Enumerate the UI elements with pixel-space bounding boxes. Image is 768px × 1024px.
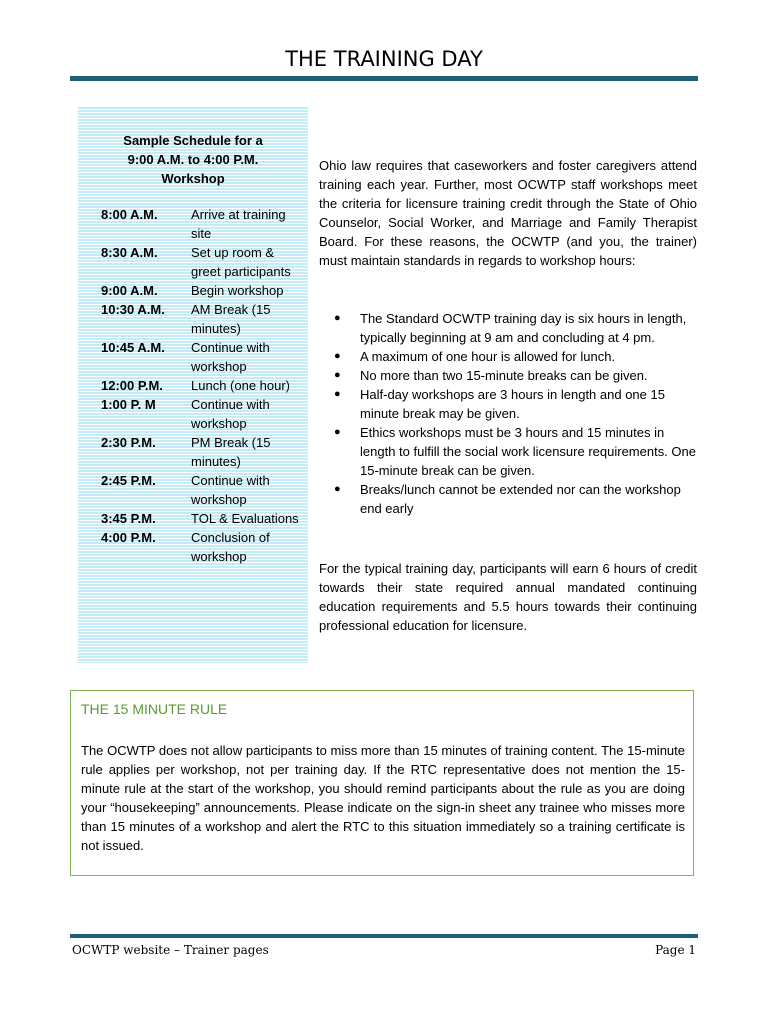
list-item-text: Half-day workshops are 3 hours in length and one 15 minute break may be given. [360, 387, 665, 421]
rule-text: The OCWTP does not allow participants to miss more than 15 minutes of training content. The 15-minute rule applies per workshop, not per training day. If the RTC representative does not mention the 15-minute rule at the start of the workshop, you should remind participants about the rule as you are doing your “housekeeping” announcements. Please indicate on the sign-in sheet any trainee who misses more than 15 minutes of a workshop and alert the RTC to this situation immediately so a training certificate is not issued. [81, 743, 685, 853]
schedule-title-line: Workshop [161, 171, 225, 186]
schedule-title-line: Sample Schedule for a [123, 133, 263, 148]
list-item-text: Breaks/lunch cannot be extended nor can the workshop end early [360, 482, 681, 516]
schedule-activity: Begin workshop [191, 283, 284, 298]
standards-list [334, 309, 696, 518]
page-title: THE TRAINING DAY [285, 47, 483, 71]
list-item-text: The Standard OCWTP training day is six hours in length, typically beginning at 9 am and concluding at 4 pm. [360, 311, 687, 345]
schedule-time: 8:00 A.M. [101, 207, 158, 222]
list-item [334, 347, 696, 366]
list-item-text: Ethics workshops must be 3 hours and 15 minutes in length to fulfill the social work licensure requirements. One 15-minute break can be given. [360, 425, 696, 478]
schedule-row [101, 376, 301, 395]
schedule-activity: Conclusion of workshop [191, 530, 270, 564]
bullet-icon: ● [334, 388, 341, 400]
list-item-text: A maximum of one hour is allowed for lunch. [360, 349, 616, 364]
schedule-time: 9:00 A.M. [101, 283, 158, 298]
schedule-row [101, 281, 301, 300]
schedule-time: 10:30 A.M. [101, 302, 165, 317]
schedule-row [101, 395, 301, 433]
schedule-time: 1:00 P. M [101, 397, 156, 412]
list-item [334, 480, 696, 518]
bullet-icon: ● [334, 426, 341, 438]
list-item [334, 309, 696, 347]
intro-paragraph: Ohio law requires that caseworkers and foster caregivers attend training each year. Further, most OCWTP staff workshops meet the criteria for licensure training credit through the State of Ohio Counselor, Social Worker, and Marriage and Family Therapist Board. For these reasons, the OCWTP (and you, the trainer) must maintain standards in regards to workshop hours: [319, 158, 697, 268]
title-divider [70, 76, 698, 81]
schedule-row [101, 509, 301, 528]
rule-heading: THE 15 MINUTE RULE [81, 701, 228, 717]
bullet-icon: ● [334, 312, 341, 324]
schedule-row [101, 471, 301, 509]
schedule-time: 12:00 P.M. [101, 378, 163, 393]
schedule-activity: PM Break (15 minutes) [191, 435, 271, 469]
schedule-row [101, 528, 301, 566]
schedule-time: 8:30 A.M. [101, 245, 158, 260]
footer-divider [70, 934, 698, 938]
schedule-row [101, 300, 301, 338]
schedule-activity: Lunch (one hour) [191, 378, 291, 393]
schedule-row [101, 243, 301, 281]
schedule-activity: Continue with workshop [191, 473, 270, 507]
list-item [334, 385, 696, 423]
schedule-row [101, 205, 301, 243]
list-item [334, 423, 696, 480]
schedule-activity: Arrive at training site [191, 207, 286, 241]
schedule-time: 2:30 P.M. [101, 435, 156, 450]
schedule-activity: TOL & Evaluations [191, 511, 299, 526]
fifteen-minute-rule-box [70, 690, 694, 876]
schedule-time: 3:45 P.M. [101, 511, 156, 526]
list-item [334, 366, 696, 385]
schedule-activity: Continue with workshop [191, 397, 270, 431]
schedule-title [78, 131, 308, 188]
bullet-icon: ● [334, 483, 341, 495]
bullet-icon: ● [334, 369, 341, 381]
outro-paragraph: For the typical training day, participants will earn 6 hours of credit towards their state required annual mandated continuing education requirements and 5.5 hours towards their continuing professional education for licensure. [319, 561, 697, 633]
schedule-time: 4:00 P.M. [101, 530, 156, 545]
schedule-row [101, 433, 301, 471]
schedule-sidebar [78, 107, 308, 663]
schedule-time: 2:45 P.M. [101, 473, 156, 488]
schedule-list [101, 205, 301, 566]
schedule-title-line: 9:00 A.M. to 4:00 P.M. [127, 152, 259, 167]
schedule-activity: Continue with workshop [191, 340, 270, 374]
schedule-activity: Set up room & greet participants [191, 245, 291, 279]
footer-site-label: OCWTP website – Trainer pages [72, 943, 269, 957]
list-item-text: No more than two 15-minute breaks can be given. [360, 368, 648, 383]
schedule-activity: AM Break (15 minutes) [191, 302, 271, 336]
schedule-time: 10:45 A.M. [101, 340, 165, 355]
bullet-icon: ● [334, 350, 341, 362]
schedule-row [101, 338, 301, 376]
page-number: Page 1 [655, 943, 696, 957]
